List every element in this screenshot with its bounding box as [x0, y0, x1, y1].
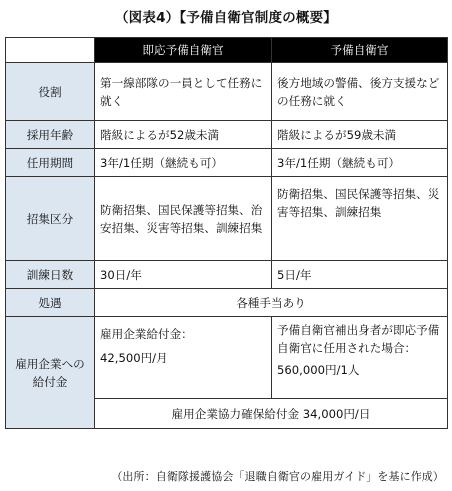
- overview-table: [5, 37, 448, 429]
- cell-line: 予備自衛官補出身者が即応予備自衛官に任用された場合：: [277, 323, 440, 355]
- source-note: （出所：自衛隊援護協会「退職自衛官の雇用ガイド」を基に作成）: [111, 470, 444, 483]
- cell-line: 42,500円/月: [100, 351, 168, 365]
- cell-yobi: 防衛招集、国民保護等招集、災害等招集、訓練招集: [272, 177, 448, 261]
- cell-line: 560,000円/1人: [277, 363, 360, 377]
- row-label: 役割: [6, 63, 95, 121]
- cell-sokuo: 階級によるが52歳未満: [95, 121, 272, 149]
- row-label: 任用期間: [6, 149, 95, 177]
- cell-yobi: [272, 317, 448, 399]
- header-sokuo: 即応予備自衛官: [95, 38, 272, 63]
- table-row: [6, 289, 448, 317]
- cell-sokuo: 3年/1任期（継続も可）: [95, 149, 272, 177]
- table-row: [6, 317, 448, 399]
- page-title: （図表4）【予備自衛官制度の概要】: [114, 10, 338, 26]
- header-corner: [6, 38, 95, 63]
- cell-sokuo: 防衛招集、国民保護等招集、治安招集、災害等招集、訓練招集: [95, 177, 272, 261]
- cell-yobi: 3年/1任期（継続も可）: [272, 149, 448, 177]
- row-label: 招集区分: [6, 177, 95, 261]
- cell-yobi: 5日/年: [272, 261, 448, 289]
- row-label: 処遇: [6, 289, 95, 317]
- cell-sokuo: 第一線部隊の一員として任務に就く: [95, 63, 272, 121]
- cell-yobi: 階級によるが59歳未満: [272, 121, 448, 149]
- cell-yobi: 後方地域の警備、後方支援などの任務に就く: [272, 63, 448, 121]
- cell-merged: 雇用企業協力確保給付金 34,000円/日: [95, 399, 448, 429]
- table-row: [6, 121, 448, 149]
- row-label: 訓練日数: [6, 261, 95, 289]
- header-yobi: 予備自衛官: [272, 38, 448, 63]
- cell-sokuo: 30日/年: [95, 261, 272, 289]
- table-row: [6, 149, 448, 177]
- row-label: 雇用企業への給付金: [6, 317, 95, 429]
- cell-line: 雇用企業給付金：: [100, 327, 193, 341]
- table-row: [6, 177, 448, 261]
- table-header-row: [6, 38, 448, 63]
- table-row: [6, 63, 448, 121]
- cell-sokuo: [95, 317, 272, 399]
- table-row: [6, 261, 448, 289]
- row-label: 採用年齢: [6, 121, 95, 149]
- cell-merged: 各種手当あり: [95, 289, 448, 317]
